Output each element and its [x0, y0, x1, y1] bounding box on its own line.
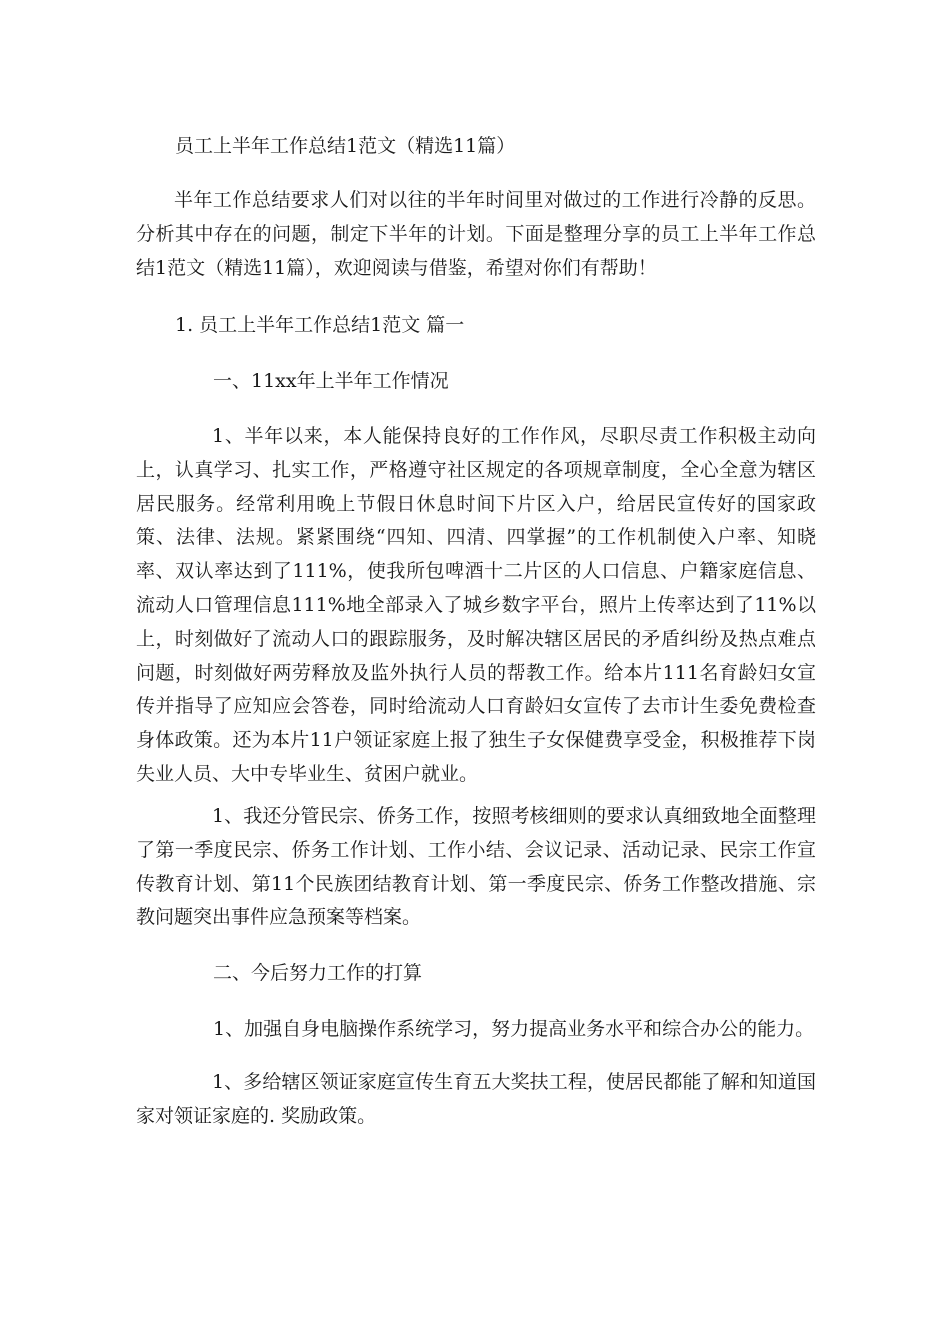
section1-paragraph-2: 1、我还分管民宗、侨务工作，按照考核细则的要求认真细致地全面整理了第一季度民宗、侨务工作计划、工作小结、会议记录、活动记录、民宗工作宣传教育计划、第11个民族团结教育计划、第一季度民宗、侨务工作整改措施、宗教问题突出事件应急预案等档案。	[136, 805, 816, 929]
section2-item-1: 1、加强自身电脑操作系统学习，努力提高业务水平和综合办公的能力。	[213, 1018, 815, 1040]
intro-paragraph: 半年工作总结要求人们对以往的半年时间里对做过的工作进行冷静的反思。分析其中存在的问题，制定下半年的计划。下面是整理分享的员工上半年工作总结1范文（精选11篇），欢迎阅读与借鉴，希望对你们有帮助！	[136, 189, 816, 279]
section-heading-2: 二、今后努力工作的打算	[213, 962, 423, 984]
article-heading: 1. 员工上半年工作总结1范文 篇一	[175, 314, 465, 336]
document-title: 员工上半年工作总结1范文（精选11篇）	[175, 135, 516, 157]
section1-paragraph-1: 1、半年以来，本人能保持良好的工作作风，尽职尽责工作积极主动向上，认真学习、扎实工作，严格遵守社区规定的各项规章制度，全心全意为辖区居民服务。经常利用晚上节假日休息时间下片区入户，给居民宣传好的国家政策、法律、法规。紧紧围绕“四知、四清、四掌握”的工作机制使入户率、知晓率、双认率达到了111%，使我所包啤酒十二片区的人口信息、户籍家庭信息、流动人口管理信息111%地全部录入了城乡数字平台，照片上传率达到了11%以上，时刻做好了流动人口的跟踪服务，及时解决辖区居民的矛盾纠纷及热点难点问题，时刻做好两劳释放及监外执行人员的帮教工作。给本片111名育龄妇女宣传并指导了应知应会答卷，同时给流动人口育龄妇女宣传了去市计生委免费检查身体政策。还为本片11户领证家庭上报了独生子女保健费享受金，积极推荐下岗失业人员、大中专毕业生、贫困户就业。	[136, 425, 816, 785]
section2-item-2: 1、多给辖区领证家庭宣传生育五大奖扶工程，使居民都能了解和知道国家对领证家庭的. 奖励政策。	[136, 1071, 816, 1127]
section-heading-1: 一、11xx年上半年工作情况	[213, 370, 449, 392]
